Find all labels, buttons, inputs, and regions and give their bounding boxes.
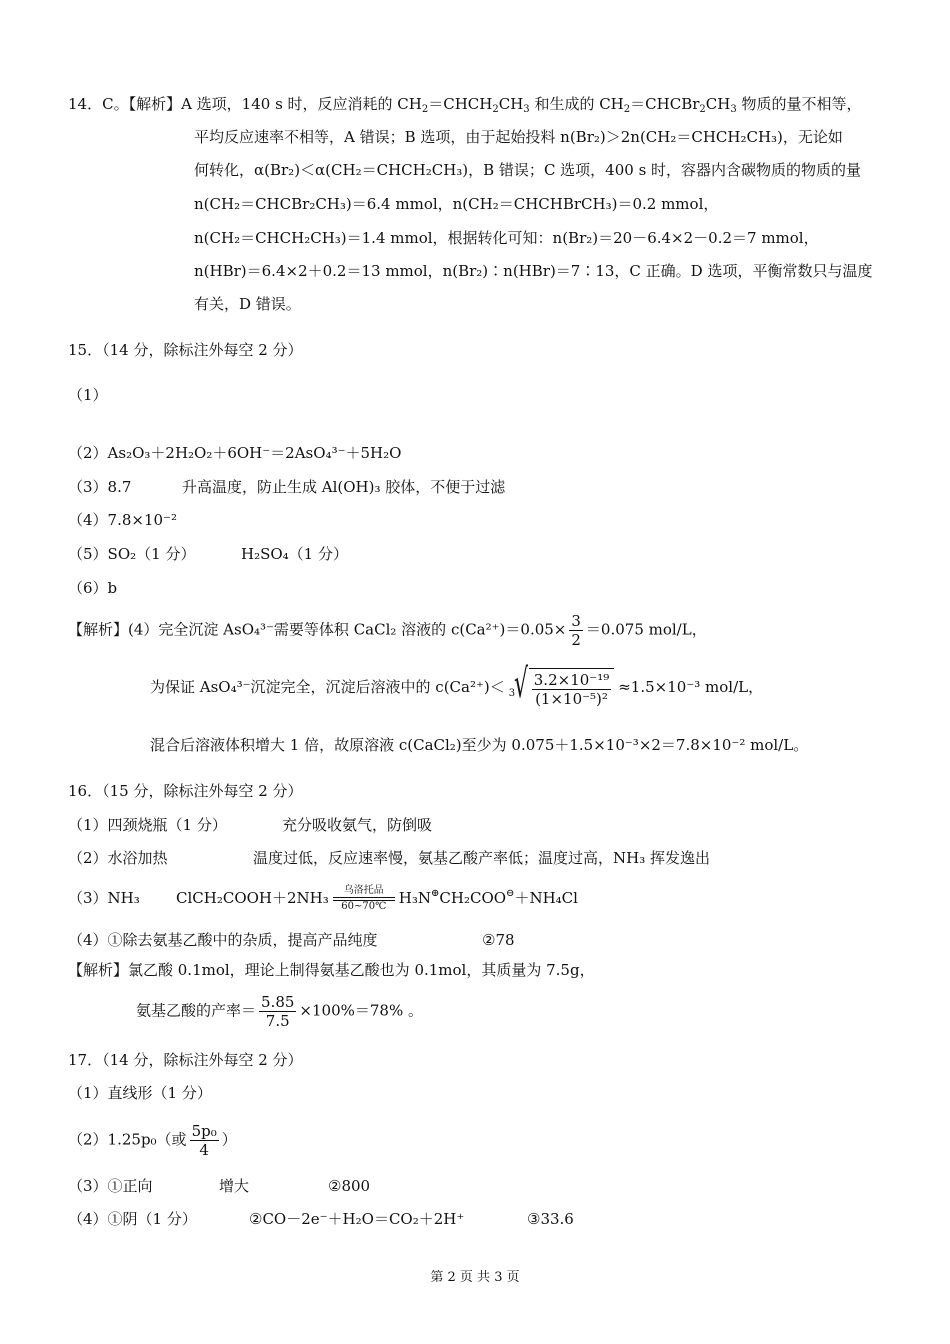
q15-answer-4: （4）7.8×10⁻² xyxy=(68,511,177,529)
q15-explanation-line2: 为保证 AsO₄³⁻沉淀完全，沉淀后溶液中的 c(Ca²⁺)＜ 3 √ $\frac{\text{3.2×10⁻¹⁹}}{\text{(1×10⁻⁵)²}}$ ≈1.5×10⁻³ mol/L， xyxy=(150,661,764,708)
q17-answer-3b: 增大 xyxy=(219,1177,250,1195)
q17-answer-4c: ③33.6 xyxy=(527,1210,574,1228)
q17-answer-3c: ②800 xyxy=(328,1177,371,1195)
page-footer: 第 2 页 共 3 页 xyxy=(430,1270,520,1285)
q14-line6: n(HBr)＝6.4×2＋0.2＝13 mmol，n(Br₂)∶n(HBr)＝7∶13，C 正确。D 选项，平衡常数只与温度 xyxy=(194,262,873,280)
q15-fraction: $\frac{3}{2}$ xyxy=(571,612,581,649)
q16-explanation-line2: 氨基乙酸的产率＝ $\frac{5.85}{7.5}$ ×100%＝78% 。 xyxy=(136,993,423,1030)
q16-heading: 16．（15 分，除标注外每空 2 分） xyxy=(68,782,303,800)
q16-answer-3: （3）NH₃ xyxy=(68,889,140,907)
pressure-fraction: $\frac{\text{5p₀}}{4}$ xyxy=(191,1122,217,1159)
q14-line4: n(CH₂＝CHCBr₂CH₃)＝6.4 mmol，n(CH₂＝CHCHBrCH₃)＝0.2 mmol， xyxy=(194,195,719,213)
radical-sign-icon: √ xyxy=(513,661,528,707)
yield-fraction: $\frac{5.85}{7.5}$ xyxy=(261,993,295,1030)
q14-line3: 何转化，α(Br₂)＜α(CH₂＝CHCH₂CH₃)，B 错误；C 选项，400 s 时，容器内含碳物质的物质的量 xyxy=(194,161,862,179)
q15-answer-2: （2）As₂O₃＋2H₂O₂＋6OH⁻＝2AsO₄³⁻＋5H₂O xyxy=(68,444,402,462)
reaction-arrow: 乌洛托品 60~70℃ xyxy=(333,885,395,913)
q15-answer-6: （6）b xyxy=(68,579,118,597)
q16-answer-2-text: 温度过低，反应速率慢，氨基乙酸产率低；温度过高，NH₃ 挥发逸出 xyxy=(253,849,710,867)
q17-answer-3a: （3）①正向 xyxy=(68,1177,153,1195)
q16-answer-1-label: （1）四颈烧瓶（1 分） xyxy=(68,816,227,834)
q15-answer-1: （1） xyxy=(68,386,108,404)
q15-heading: 15．（14 分，除标注外每空 2 分） xyxy=(68,341,303,359)
q15-explanation-line3: 混合后溶液体积增大 1 倍，故原溶液 c(CaCl₂)至少为 0.075＋1.5×10⁻³×2＝7.8×10⁻² mol/L。 xyxy=(150,736,809,754)
q17-answer-4b: ②CO－2e⁻＋H₂O＝CO₂＋2H⁺ xyxy=(249,1210,465,1228)
q16-explanation-line1: 【解析】氯乙酸 0.1mol，理论上制得氨基乙酸也为 0.1mol，其质量为 7.5g， xyxy=(68,961,595,979)
q15-answer-3-label: （3）8.7 xyxy=(68,478,132,496)
q16-equation: ClCH₂COOH＋2NH₃ 乌洛托品 60~70℃ H₃N⊕CH₂COO⊖＋NH₄Cl xyxy=(176,885,578,912)
q14-line5: n(CH₂＝CHCH₂CH₃)＝1.4 mmol，根据转化可知：n(Br₂)＝20－6.4×2－0.2＝7 mmol， xyxy=(194,229,819,247)
q15-explanation-line1: 【解析】(4）完全沉淀 AsO₄³⁻需要等体积 CaCl₂ 溶液的 c(Ca²⁺)＝0.05× $\frac{3}{2}$ ＝0.075 mol/L， xyxy=(68,612,707,649)
q14-line1: 14．C。【解析】A 选项，140 s 时，反应消耗的 $CH_2=CHCH_2CH_3$ 和生成的 $CH_2=CHCBr_2CH_3$ 物质的量不相等， xyxy=(68,95,862,115)
q16-answer-2-label: （2）水浴加热 xyxy=(68,849,168,867)
q17-heading: 17．（14 分，除标注外每空 2 分） xyxy=(68,1051,303,1069)
q17-answer-2: （2）1.25p₀（或 $\frac{\text{5p₀}}{4}$ ） xyxy=(68,1122,237,1159)
q15-answer-5-text: H₂SO₄（1 分） xyxy=(241,545,348,563)
q14-line2: 平均反应速率不相等，A 错误；B 选项，由于起始投料 n(Br₂)＞2n(CH₂＝CHCH₂CH₃)，无论如 xyxy=(194,128,843,146)
q16-answer-1-text: 充分吸收氨气，防倒吸 xyxy=(282,816,433,834)
q15-answer-3-text: 升高温度，防止生成 Al(OH)₃ 胶体，不便于过滤 xyxy=(182,478,506,496)
q17-answer-4a: （4）①阴（1 分） xyxy=(68,1210,197,1228)
q14-line7: 有关，D 错误。 xyxy=(194,295,301,313)
q15-answer-5-label: （5）SO₂（1 分） xyxy=(68,545,196,563)
q16-answer-4-text: ②78 xyxy=(482,931,515,949)
q16-answer-4-label: （4）①除去氨基乙酸中的杂质，提高产品纯度 xyxy=(68,931,378,949)
q17-answer-1: （1）直线形（1 分） xyxy=(68,1084,212,1102)
cube-root: 3 √ $\frac{\text{3.2×10⁻¹⁹}}{\text{(1×10⁻⁵)²}}$ xyxy=(509,668,614,708)
